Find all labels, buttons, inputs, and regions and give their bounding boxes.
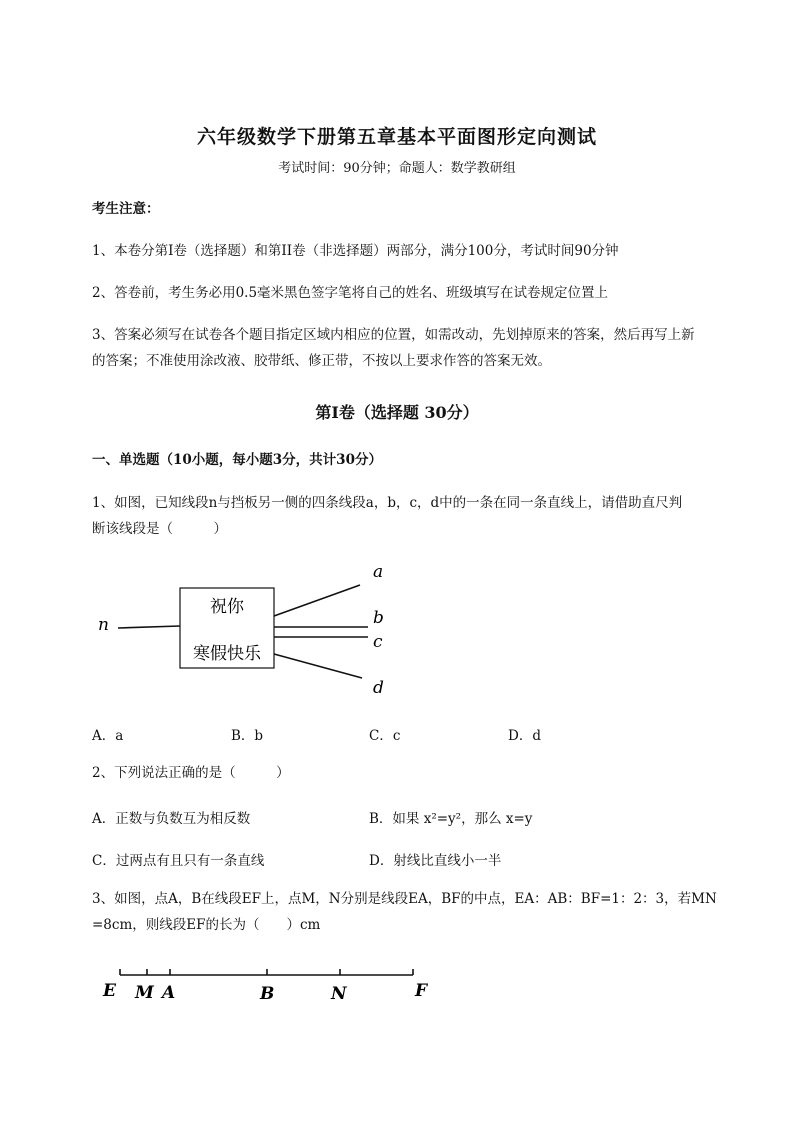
segment-a xyxy=(274,585,360,616)
notice-item-3-cont: 的答案；不准使用涂改液、胶带纸、修正带，不按以上要求作答的答案无效。 xyxy=(92,353,551,369)
page-title: 六年级数学下册第五章基本平面图形定向测试 xyxy=(196,126,597,148)
q1-stem-line2: 断该线段是（ ） xyxy=(92,521,227,537)
label-b: b xyxy=(373,608,384,628)
q2-option-c: C．过两点有且只有一条直线 xyxy=(92,853,265,869)
notice-heading: 考生注意： xyxy=(92,201,160,217)
label-a: a xyxy=(373,562,384,582)
notice-item-3: 3、答案必须写在试卷各个题目指定区域内相应的位置，如需改动，先划掉原来的答案，然后再写上新 xyxy=(92,327,695,343)
q2-stem: 2、下列说法正确的是（ ） xyxy=(92,765,290,781)
label-d: d xyxy=(373,678,384,698)
notice-item-1: 1、本卷分第I卷（选择题）和第II卷（非选择题）两部分，满分100分，考试时间90分钟 xyxy=(92,243,619,259)
page-subtitle: 考试时间：90分钟；命题人：数学教研组 xyxy=(278,161,516,176)
label-a-point: A xyxy=(162,983,176,1003)
q2-option-a: A．正数与负数互为相反数 xyxy=(92,811,251,827)
q1-option-d: D．d xyxy=(508,728,541,744)
q1-diagram xyxy=(98,562,384,698)
section-subheading: 一、单选题（10小题，每小题3分，共计30分） xyxy=(92,452,382,468)
label-c: c xyxy=(373,632,383,652)
q2-option-d: D．射线比直线小一半 xyxy=(369,853,502,869)
q1-stem-line1: 1、如图，已知线段n与挡板另一侧的四条线段a，b，c，d中的一条在同一条直线上，请借助直尺判 xyxy=(92,495,683,511)
label-m: M xyxy=(135,983,154,1003)
q1-option-a: A．a xyxy=(92,728,124,744)
q3-stem-line2: =8cm，则线段EF的长为（ ）cm xyxy=(92,917,321,933)
segment-n xyxy=(118,626,180,628)
q2-option-b: B．如果 x²=y²，那么 x=y xyxy=(369,811,533,827)
q1-option-c: C．c xyxy=(369,728,401,744)
q3-stem-line1: 3、如图，点A，B在线段EF上，点M，N分别是线段EA，BF的中点，EA：AB：BF=1：2：3，若MN xyxy=(92,891,717,907)
q1-option-b: B．b xyxy=(231,728,264,744)
label-n: n xyxy=(98,615,109,635)
box-text-1: 祝你 xyxy=(210,597,244,617)
q3-diagram xyxy=(102,969,429,1004)
box-text-2: 寒假快乐 xyxy=(193,644,261,664)
notice-item-2: 2、答卷前，考生务必用0.5毫米黑色签字笔将自己的姓名、班级填写在试卷规定位置上 xyxy=(92,285,609,301)
label-f: F xyxy=(415,981,428,1001)
label-e: E xyxy=(103,981,116,1001)
segment-d xyxy=(274,654,362,678)
section-title: 第I卷（选择题 30分） xyxy=(315,403,479,422)
label-b-point: B xyxy=(260,984,275,1004)
label-n-point: N xyxy=(331,984,347,1004)
